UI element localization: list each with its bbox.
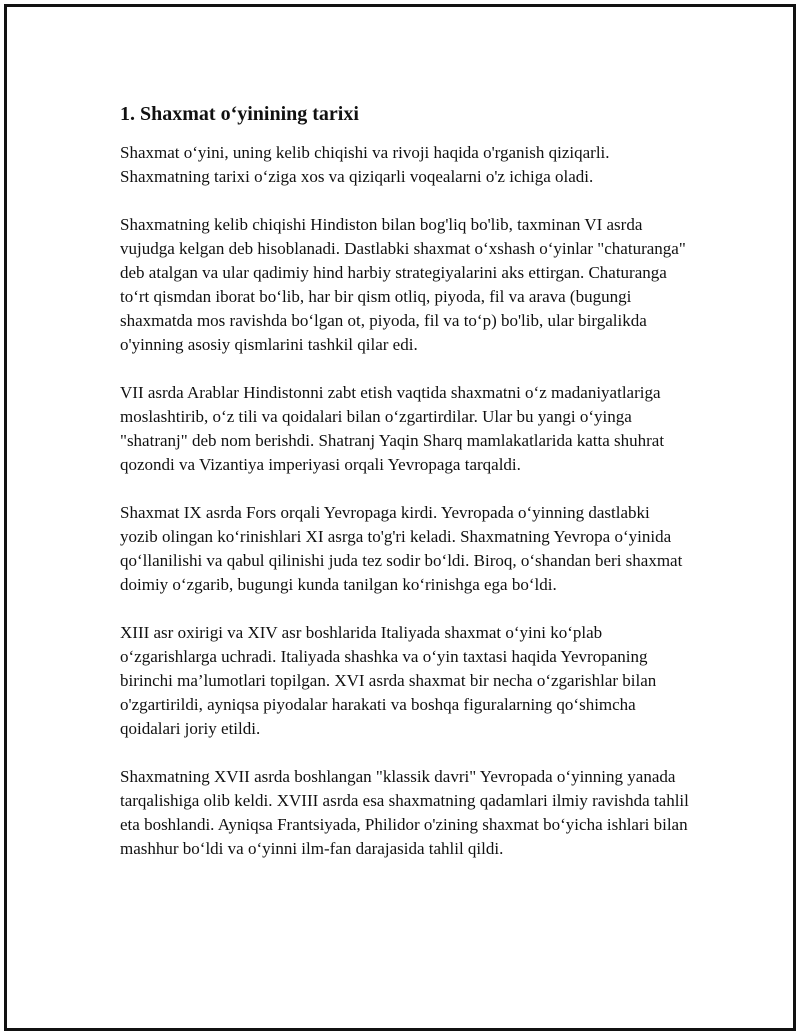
paragraph-2: Shaxmatning kelib chiqishi Hindiston bilan bog'liq bo'lib, taxminan VI asrda vujudga kelgan deb hisoblanadi. Dastlabki shaxmat o‘xshash o‘yinlar "chaturanga" deb atalgan va ular qadimiy hind harbiy strategiyalarini aks ettirgan. Chaturanga to‘rt qismdan iborat bo‘lib, har bir qism otliq, piyoda, fil va arava (bugungi shaxmatda mos ravishda bo‘lgan ot, piyoda, fil va to‘p) bo'lib, ular birgalikda o'yinning asosiy qismlarini tashkil qilar edi. xyxy=(120,215,686,354)
paragraph-5: XIII asr oxirigi va XIV asr boshlarida Italiyada shaxmat o‘yini ko‘plab o‘zgarishlarga uchradi. Italiyada shashka va o‘yin taxtasi haqida Yevropaning birinchi ma’lumotlari topilgan. XVI asrda shaxmat bir necha o‘zgarishlar bilan o'zgartirildi, ayniqsa piyodalar harakati va boshqa figuralarning qo‘shimcha qoidalari joriy etildi. xyxy=(120,623,657,738)
paragraph-4: Shaxmat IX asrda Fors orqali Yevropaga kirdi. Yevropada o‘yinning dastlabki yozib olingan ko‘rinishlari XI asrga to'g'ri keladi. Shaxmatning Yevropa o‘yinida qo‘llanilishi va qabul qilinishi juda tez sodir bo‘ldi. Biroq, o‘shandan beri shaxmat doimiy o‘zgarib, bugungi kunda tanilgan ko‘rinishga ega bo‘ldi. xyxy=(120,503,683,594)
paragraph-1: Shaxmat o‘yini, uning kelib chiqishi va rivoji haqida o'rganish qiziqarli. Shaxmatning tarixi o‘ziga xos va qiziqarli voqealarni o'z ichiga oladi. xyxy=(120,143,610,186)
paragraph-6: Shaxmatning XVII asrda boshlangan "klassik davri" Yevropada o‘yinning yanada tarqalishiga olib keldi. XVIII asrda esa shaxmatning qadamlari ilmiy ravishda tahlil eta boshlandi. Ayniqsa Frantsiyada, Philidor o'zining shaxmat bo‘yicha ishlari bilan mashhur bo‘ldi va o‘yinni ilm-fan darajasida tahlil qildi. xyxy=(120,767,689,858)
paragraph-3: VII asrda Arablar Hindistonni zabt etish vaqtida shaxmatni o‘z madaniyatlariga moslashtirib, o‘z tili va qoidalari bilan o‘zgartirdilar. Ular bu yangi o‘yinga "shatranj" deb nom berishdi. Shatranj Yaqin Sharq mamlakatlarida katta shuhrat qozondi va Vizantiya imperiyasi orqali Yevropaga tarqaldi. xyxy=(120,383,665,474)
document-body xyxy=(120,101,690,861)
document-title: 1. Shaxmat o‘yinining tarixi xyxy=(120,103,359,125)
page-frame xyxy=(4,4,796,1031)
